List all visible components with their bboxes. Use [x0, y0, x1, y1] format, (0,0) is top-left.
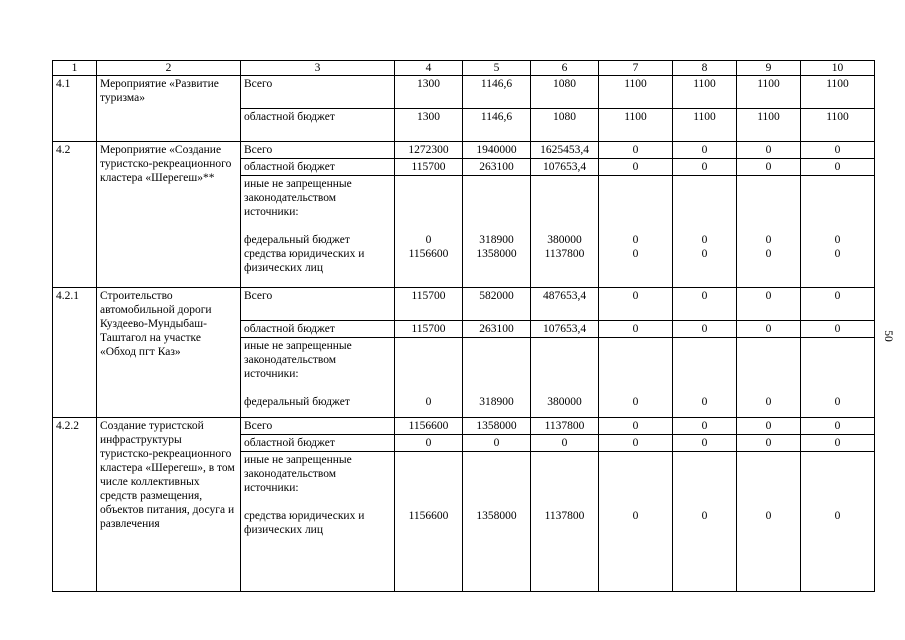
other-sources-label: иные не запрещенные законодательством источники: [244, 340, 352, 380]
value-cell: 263100 [463, 159, 531, 176]
value-cell: 318900 [479, 234, 514, 246]
value-cell: 0 [765, 234, 772, 246]
value-cell: 1300 [395, 76, 463, 109]
value-cell: 1100 [673, 109, 737, 142]
value-cell: 115700 [395, 288, 463, 321]
value-cell: 380000 [547, 396, 582, 408]
value-cell: 0 [801, 321, 875, 338]
value-cell: 0 [834, 396, 841, 408]
header-cell: 8 [673, 61, 737, 76]
value-cell: 0 [599, 159, 673, 176]
header-cell: 3 [241, 61, 395, 76]
header-cell: 4 [395, 61, 463, 76]
value-cell: 1080 [531, 76, 599, 109]
header-cell: 6 [531, 61, 599, 76]
activity-name: Мероприятие «Развитие туризма» [97, 76, 241, 142]
value-cell: 1940000 [463, 142, 531, 159]
value-cell: 0 [701, 396, 708, 408]
value-cell: 115700 [395, 321, 463, 338]
source-label: областной бюджет [241, 159, 395, 176]
value-cell: 0 [834, 234, 841, 246]
value-cell: 0 [632, 248, 639, 260]
source-label: областной бюджет [241, 435, 395, 452]
row-number: 4.2.1 [53, 288, 97, 418]
value-cell: 0 [737, 142, 801, 159]
value-cell: 0 [425, 396, 432, 408]
value-cell: 1625453,4 [531, 142, 599, 159]
value-cell: 1156600 [408, 248, 449, 260]
source-label: областной бюджет [241, 321, 395, 338]
value-cell: 582000 [463, 288, 531, 321]
value-cell: 0 [599, 418, 673, 435]
page-number: 50 [881, 330, 894, 342]
value-cell: 0 [737, 159, 801, 176]
value-cell: 0 [701, 510, 708, 522]
header-cell: 7 [599, 61, 673, 76]
value-cell: 0 [765, 510, 772, 522]
value-cell: 0 [801, 288, 875, 321]
value-cell: 0 [425, 234, 432, 246]
value-cell: 0 [632, 396, 639, 408]
value-cell: 1100 [801, 109, 875, 142]
value-cell: 1137800 [544, 510, 585, 522]
value-cell: 0 [737, 288, 801, 321]
header-cell: 2 [97, 61, 241, 76]
value-cell: 0 [673, 142, 737, 159]
header-cell: 5 [463, 61, 531, 76]
value-cell: 0 [531, 435, 599, 452]
value-cell: 0 [632, 510, 639, 522]
value-cell: 1100 [737, 76, 801, 109]
value-cell: 1137800 [531, 418, 599, 435]
value-cell: 0 [673, 435, 737, 452]
other-sources-label: иные не запрещенные законодательством источники: [244, 454, 352, 494]
value-cell: 0 [801, 418, 875, 435]
row-number: 4.1 [53, 76, 97, 142]
header-cell: 1 [53, 61, 97, 76]
value-cell: 0 [801, 159, 875, 176]
value-cell: 1156600 [408, 510, 449, 522]
source-label: областной бюджет [241, 109, 395, 142]
value-cell: 1100 [673, 76, 737, 109]
value-cell: 1146,6 [463, 109, 531, 142]
value-cell: 1100 [599, 76, 673, 109]
activity-name: Мероприятие «Создание туристско-рекреационного кластера «Шерегеш»** [97, 142, 241, 288]
header-cell: 10 [801, 61, 875, 76]
row-number: 4.2.2 [53, 418, 97, 592]
federal-label: федеральный бюджет [244, 396, 350, 408]
value-cell: 0 [701, 234, 708, 246]
value-cell: 0 [737, 418, 801, 435]
source-label-group [241, 176, 395, 288]
value-cell: 1080 [531, 109, 599, 142]
value-cell: 1358000 [463, 418, 531, 435]
source-label: Всего [241, 288, 395, 321]
value-cell: 1100 [801, 76, 875, 109]
activity-name: Строительство автомобильной дороги Куздеево-Мундыбаш-Таштагол на участке «Обход пгт Каз» [97, 288, 241, 418]
value-cell: 0 [801, 142, 875, 159]
value-cell: 0 [395, 435, 463, 452]
value-cell: 0 [673, 321, 737, 338]
activity-name: Создание туристской инфраструктуры туристско-рекреационного кластера «Шерегеш», в том числе коллективных средств размещения, объектов питания, досуга и развлечения [97, 418, 241, 592]
value-cell: 0 [599, 142, 673, 159]
value-cell: 1146,6 [463, 76, 531, 109]
table-row [53, 76, 875, 109]
value-cell: 0 [737, 435, 801, 452]
value-cell: 0 [632, 234, 639, 246]
value-cell: 0 [765, 396, 772, 408]
table-row [53, 288, 875, 321]
value-cell: 263100 [463, 321, 531, 338]
value-cell: 0 [673, 159, 737, 176]
federal-label: федеральный бюджет [244, 234, 350, 246]
value-cell: 0 [737, 321, 801, 338]
budget-table [52, 60, 875, 592]
table-row [53, 142, 875, 159]
source-label: Всего [241, 76, 395, 109]
value-cell: 1137800 [544, 248, 585, 260]
source-label: Всего [241, 418, 395, 435]
value-cell: 1100 [599, 109, 673, 142]
value-cell: 0 [765, 248, 772, 260]
value-cell: 1358000 [476, 248, 517, 260]
row-number: 4.2 [53, 142, 97, 288]
value-cell: 0 [801, 435, 875, 452]
value-cell: 0 [599, 288, 673, 321]
table-row [53, 418, 875, 435]
value-cell: 0 [599, 321, 673, 338]
legal-entities-label: средства юридических и физических лиц [244, 510, 365, 536]
table-header-row [53, 61, 875, 76]
source-label: Всего [241, 142, 395, 159]
value-cell: 107653,4 [531, 321, 599, 338]
value-cell: 107653,4 [531, 159, 599, 176]
legal-entities-label: средства юридических и физических лиц [244, 248, 365, 274]
value-cell: 0 [673, 418, 737, 435]
value-cell: 1100 [737, 109, 801, 142]
value-cell: 0 [834, 248, 841, 260]
header-cell: 9 [737, 61, 801, 76]
value-cell: 0 [599, 435, 673, 452]
value-cell: 1272300 [395, 142, 463, 159]
value-cell: 1156600 [395, 418, 463, 435]
value-cell: 0 [701, 248, 708, 260]
value-cell: 1358000 [476, 510, 517, 522]
value-cell: 380000 [547, 234, 582, 246]
value-cell: 0 [673, 288, 737, 321]
value-cell: 1300 [395, 109, 463, 142]
value-cell: 115700 [395, 159, 463, 176]
value-cell: 0 [463, 435, 531, 452]
value-cell: 0 [834, 510, 841, 522]
source-label-group [241, 452, 395, 592]
value-cell: 487653,4 [531, 288, 599, 321]
value-cell: 318900 [479, 396, 514, 408]
other-sources-label: иные не запрещенные законодательством источники: [244, 178, 352, 218]
source-label-group [241, 338, 395, 418]
